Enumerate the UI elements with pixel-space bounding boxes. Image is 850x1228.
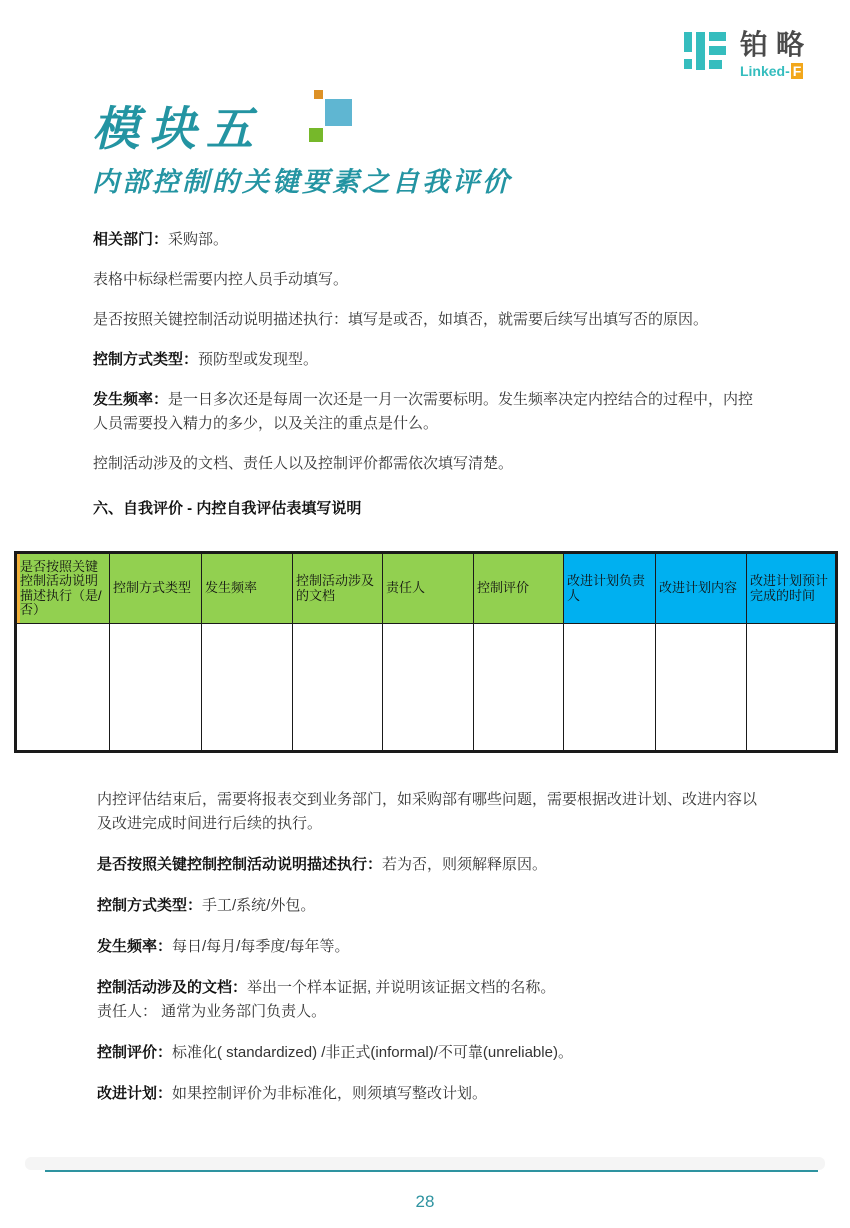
table-header-cell: 是否按照关键控制活动说明描述执行（是/否） — [16, 553, 110, 624]
table-header-cell: 控制方式类型 — [110, 553, 202, 624]
paragraph-second-line: 责任人： 通常为业务部门负责人。 — [97, 1003, 327, 1020]
section-heading: 六、自我评价 - 内控自我评估表填写说明 — [93, 500, 362, 517]
table-cell[interactable] — [293, 624, 383, 752]
paragraph: 控制活动涉及的文档：举出一个样本证据, 并说明该证据文档的名称。 责任人： 通常为业务部门负责人。 — [97, 976, 769, 1024]
page-number: 28 — [415, 1192, 435, 1211]
notes-section — [97, 788, 769, 1123]
brand-name-en: Linked- F — [739, 63, 802, 79]
table-header-cell: 责任人 — [383, 553, 474, 624]
table-cell[interactable] — [656, 624, 747, 752]
paragraph: 表格中标绿栏需要内控人员手动填写。 — [93, 271, 349, 288]
table-cell[interactable] — [474, 624, 564, 752]
table-cell[interactable] — [16, 624, 110, 752]
footer-shadow-band — [25, 1157, 825, 1170]
table-header-cell: 改进计划预计完成的时间 — [747, 553, 837, 624]
brand-name-cn: 铂略 — [739, 29, 812, 60]
paragraph: 内控评估结束后，需要将报表交到业务部门，如采购部有哪些问题，需要根据改进计划、改进内容以及改进完成时间进行后续的执行。 — [97, 791, 758, 832]
paragraph: 发生频率：每日/每月/每季度/每年等。 — [97, 938, 350, 955]
table-cell[interactable] — [202, 624, 293, 752]
paragraph: 发生频率：是一日多次还是每周一次还是一月一次需要标明。发生频率决定内控结合的过程中，内控人员需要投入精力的多少，以及关注的重点是什么。 — [93, 391, 754, 432]
paragraph: 是否按照关键控制活动说明描述执行：填写是或否，如填否，就需要后续写出填写否的原因。 — [93, 311, 709, 328]
page-subtitle: 内部控制的关键要素之自我评价 — [92, 167, 512, 198]
paragraph: 控制方式类型：预防型或发现型。 — [93, 351, 319, 368]
table-header-cell: 发生频率 — [202, 553, 293, 624]
paragraph: 控制活动涉及的文档、责任人以及控制评价都需依次填写清楚。 — [93, 455, 514, 472]
footer-divider — [45, 1170, 818, 1172]
self-evaluation-table — [14, 551, 837, 753]
brand-logo — [684, 30, 812, 79]
paragraph: 控制方式类型：手工/系统/外包。 — [97, 897, 316, 914]
paragraph: 改进计划：如果控制评价为非标准化，则须填写整改计划。 — [97, 1085, 488, 1102]
table-cell[interactable] — [747, 624, 837, 752]
deco-square-orange-icon — [314, 90, 323, 99]
table-header-row — [16, 553, 837, 624]
table-cell[interactable] — [564, 624, 656, 752]
table-cell[interactable] — [110, 624, 202, 752]
linked-f-logo-icon — [684, 32, 728, 73]
intro-section — [93, 228, 765, 521]
paragraph: 相关部门：采购部。 — [93, 231, 229, 248]
deco-square-green-icon — [309, 128, 323, 142]
table-header-cell: 控制活动涉及的文档 — [293, 553, 383, 624]
paragraph: 是否按照关键控制控制活动说明描述执行：若为否，则须解释原因。 — [97, 856, 548, 873]
table-empty-row — [16, 624, 837, 752]
table-header-cell: 改进计划负责人 — [564, 553, 656, 624]
brand-f-badge: F — [792, 63, 802, 79]
table-cell[interactable] — [383, 624, 474, 752]
deco-square-blue-icon — [325, 99, 352, 126]
brand-text — [740, 30, 812, 79]
table-header-cell: 控制评价 — [474, 553, 564, 624]
paragraph: 控制评价：标准化( standardized) /非正式(informal)/不可靠(unreliable)。 — [97, 1044, 573, 1061]
table-header-cell: 改进计划内容 — [656, 553, 747, 624]
module-title: 模块五 — [92, 102, 263, 157]
